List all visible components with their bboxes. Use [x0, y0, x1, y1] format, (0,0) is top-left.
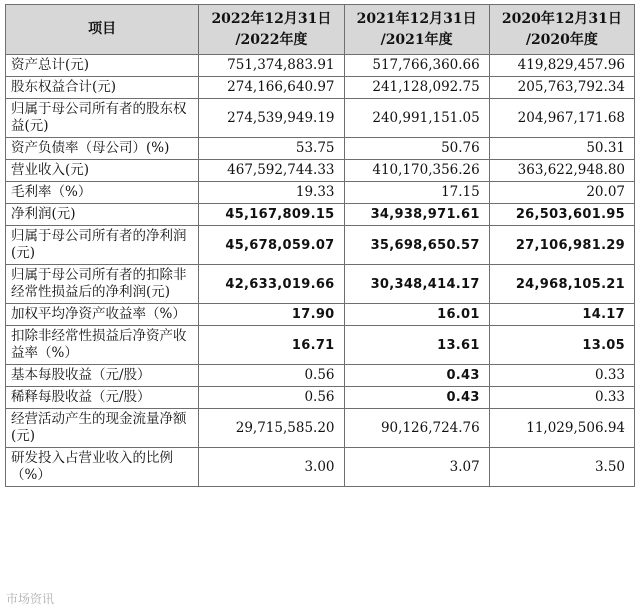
value-2022: 29,715,585.20 — [199, 409, 344, 448]
value-2020: 27,106,981.29 — [489, 226, 634, 265]
row-label: 营业收入(元) — [6, 160, 199, 182]
row-label: 基本每股收益（元/股） — [6, 365, 199, 387]
header-2020-period: /2020年度 — [525, 31, 598, 48]
value-2022: 467,592,744.33 — [199, 160, 344, 182]
value-2021: 17.15 — [344, 182, 489, 204]
value-2021: 16.01 — [344, 304, 489, 326]
value-2020: 13.05 — [489, 326, 634, 365]
value-2020: 14.17 — [489, 304, 634, 326]
header-2022 — [199, 5, 344, 55]
value-2021: 0.43 — [344, 387, 489, 409]
header-2020 — [489, 5, 634, 55]
value-2022: 45,678,059.07 — [199, 226, 344, 265]
table-header-row — [6, 5, 635, 55]
header-2021-period: /2021年度 — [380, 31, 453, 48]
header-2022-period: /2022年度 — [235, 31, 308, 48]
header-2021 — [344, 5, 489, 55]
value-2021: 50.76 — [344, 138, 489, 160]
value-2020: 205,763,792.34 — [489, 77, 634, 99]
row-label: 稀释每股收益（元/股） — [6, 387, 199, 409]
value-2021: 35,698,650.57 — [344, 226, 489, 265]
value-2020: 24,968,105.21 — [489, 265, 634, 304]
value-2021: 241,128,092.75 — [344, 77, 489, 99]
row-label: 归属于母公司所有者的净利润(元) — [6, 226, 199, 265]
value-2022: 0.56 — [199, 365, 344, 387]
row-label: 毛利率（%） — [6, 182, 199, 204]
value-2022: 53.75 — [199, 138, 344, 160]
value-2021: 410,170,356.26 — [344, 160, 489, 182]
table-row — [6, 387, 635, 409]
financial-summary-table — [5, 4, 635, 487]
header-item: 项目 — [6, 5, 199, 55]
value-2020: 50.31 — [489, 138, 634, 160]
table-row — [6, 99, 635, 138]
row-label: 加权平均净资产收益率（%） — [6, 304, 199, 326]
table-row — [6, 138, 635, 160]
value-2022: 42,633,019.66 — [199, 265, 344, 304]
value-2021: 34,938,971.61 — [344, 204, 489, 226]
value-2020: 20.07 — [489, 182, 634, 204]
table-row — [6, 265, 635, 304]
value-2021: 517,766,360.66 — [344, 55, 489, 77]
value-2022: 19.33 — [199, 182, 344, 204]
row-label: 研发投入占营业收入的比例（%） — [6, 448, 199, 487]
row-label: 扣除非经常性损益后净资产收益率（%） — [6, 326, 199, 365]
table-row — [6, 204, 635, 226]
value-2022: 45,167,809.15 — [199, 204, 344, 226]
table-row — [6, 160, 635, 182]
value-2020: 419,829,457.96 — [489, 55, 634, 77]
value-2020: 0.33 — [489, 387, 634, 409]
value-2022: 0.56 — [199, 387, 344, 409]
value-2021: 90,126,724.76 — [344, 409, 489, 448]
row-label: 资产负债率（母公司）(%) — [6, 138, 199, 160]
value-2021: 0.43 — [344, 365, 489, 387]
header-2022-date: 2022年12月31日 — [211, 10, 332, 27]
row-label: 净利润(元) — [6, 204, 199, 226]
header-2020-date: 2020年12月31日 — [501, 10, 622, 27]
value-2020: 363,622,948.80 — [489, 160, 634, 182]
row-label: 经营活动产生的现金流量净额(元) — [6, 409, 199, 448]
watermark: 市场资讯 — [6, 592, 55, 606]
value-2022: 751,374,883.91 — [199, 55, 344, 77]
value-2020: 0.33 — [489, 365, 634, 387]
value-2020: 3.50 — [489, 448, 634, 487]
table-row — [6, 182, 635, 204]
row-label: 股东权益合计(元) — [6, 77, 199, 99]
table-row — [6, 326, 635, 365]
value-2020: 26,503,601.95 — [489, 204, 634, 226]
table-row — [6, 304, 635, 326]
value-2022: 17.90 — [199, 304, 344, 326]
header-2021-date: 2021年12月31日 — [356, 10, 477, 27]
row-label: 归属于母公司所有者的股东权益(元) — [6, 99, 199, 138]
table-row — [6, 55, 635, 77]
table-row — [6, 365, 635, 387]
table-row — [6, 409, 635, 448]
value-2021: 13.61 — [344, 326, 489, 365]
row-label: 资产总计(元) — [6, 55, 199, 77]
value-2022: 274,539,949.19 — [199, 99, 344, 138]
row-label: 归属于母公司所有者的扣除非经常性损益后的净利润(元) — [6, 265, 199, 304]
value-2021: 3.07 — [344, 448, 489, 487]
value-2020: 11,029,506.94 — [489, 409, 634, 448]
table-row — [6, 226, 635, 265]
value-2020: 204,967,171.68 — [489, 99, 634, 138]
value-2022: 3.00 — [199, 448, 344, 487]
table-row — [6, 448, 635, 487]
table-row — [6, 77, 635, 99]
value-2021: 30,348,414.17 — [344, 265, 489, 304]
value-2021: 240,991,151.05 — [344, 99, 489, 138]
value-2022: 274,166,640.97 — [199, 77, 344, 99]
value-2022: 16.71 — [199, 326, 344, 365]
